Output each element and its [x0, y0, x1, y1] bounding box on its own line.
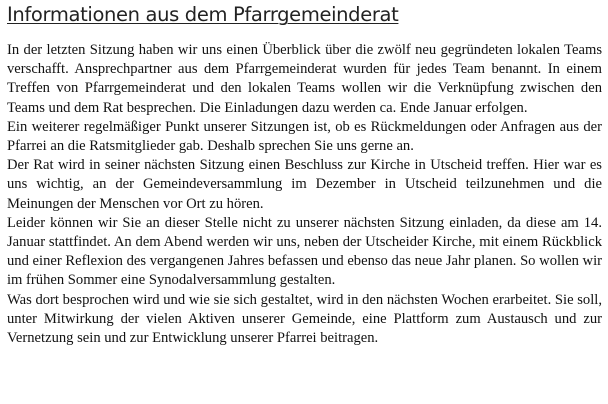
- paragraph-teams: In der letzten Sitzung haben wir uns einen Überblick über die zwölf neu gegründeten lokalen Teams verschafft. Ansprechpartner aus dem Pfarrgemeinderat wurden für jedes Team benannt. In einem Treffen von Pfarrgemeinderat und den lokalen Teams wollen wir die Verknüpfung zwischen den Teams und dem Rat besprechen. Die Einladungen dazu werden ca. Ende Januar erfolgen.: [7, 42, 602, 116]
- paragraph-utscheid: Der Rat wird in seiner nächsten Sitzung einen Beschluss zur Kirche in Utscheid treffen. Hier war es uns wichtig, an der Gemeindeversammlung im Dezember in Utscheid teilzunehmen und die Meinungen der Menschen vor Ort zu hören.: [7, 157, 602, 212]
- document-body: [7, 41, 602, 348]
- document-title: Informationen aus dem Pfarrgemeinderat: [7, 3, 399, 26]
- paragraph-next-meeting: Leider können wir Sie an dieser Stelle nicht zu unserer nächsten Sitzung einladen, da diese am 14. Januar stattfindet. An dem Abend werden wir uns, neben der Utscheider Kirche, mit einem Rückblick und einer Reflexion des vergangenen Jahres befassen und ebenso das neue Jahr planen. So wollen wir im frühen Sommer eine Synodalversammlung gestalten.: [7, 214, 602, 289]
- paragraph-synodal-assembly: Was dort besprochen wird und wie sie sich gestaltet, wird in den nächsten Wochen erarbeitet. Sie soll, unter Mitwirkung der vielen Aktiven unserer Gemeinde, eine Plattform zum Austausch und zur Vernetzung sein und zur Entwicklung unserer Pfarrei beitragen.: [7, 291, 602, 347]
- paragraph-feedback: Ein weiterer regelmäßiger Punkt unserer Sitzungen ist, ob es Rückmeldungen oder Anfragen aus der Pfarrei an die Ratsmitglieder gab. Deshalb sprechen Sie uns gerne an.: [7, 118, 602, 155]
